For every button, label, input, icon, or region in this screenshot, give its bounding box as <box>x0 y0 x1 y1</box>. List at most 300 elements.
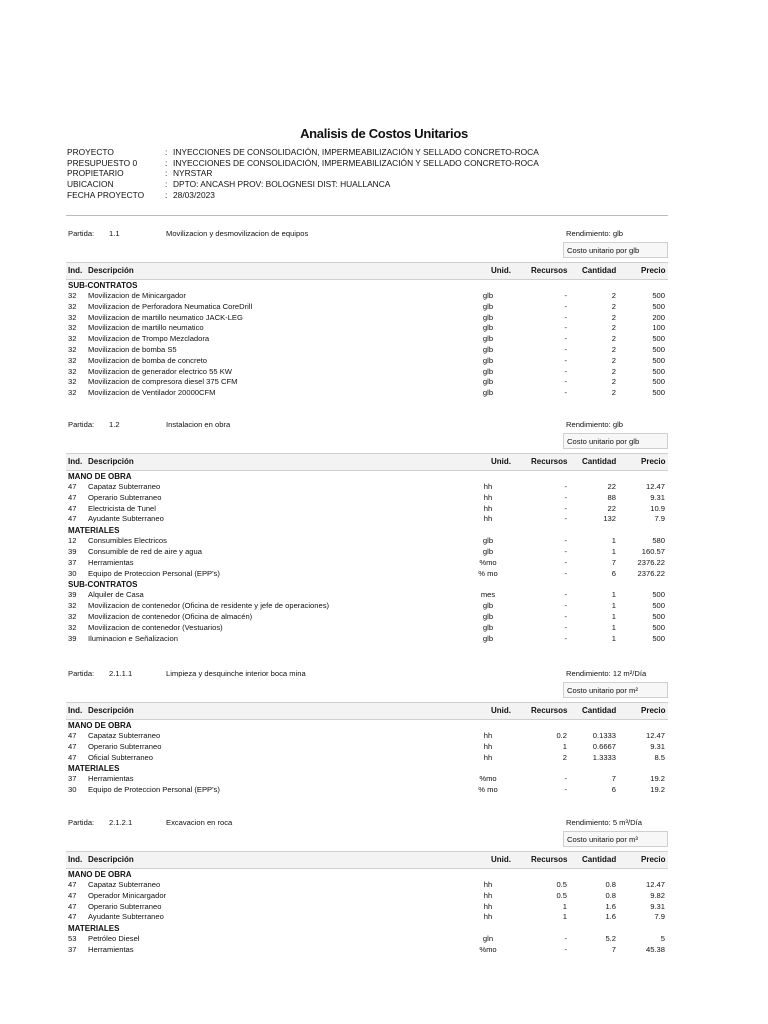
table-row <box>66 742 668 753</box>
cell-cantidad: 2 <box>611 334 616 344</box>
cell-recursos: - <box>564 355 567 365</box>
cell-recursos: - <box>564 601 567 611</box>
partida-number: 1.2 <box>109 420 120 429</box>
cell-precio: 580 <box>652 536 665 546</box>
cell-description: Operario Subterraneo <box>88 741 162 751</box>
group-heading: SUB-CONTRATOS <box>68 580 138 590</box>
partida-label: Partida: <box>68 420 95 429</box>
table-row <box>66 934 668 945</box>
cell-unid: glb <box>482 546 494 556</box>
project-metadata <box>67 147 539 201</box>
cell-ind: 47 <box>68 880 77 889</box>
cell-precio: 10.9 <box>650 503 665 513</box>
cell-recursos: - <box>564 366 567 376</box>
meta-value: INYECCIONES DE CONSOLIDACIÓN, IMPERMEABILIZACIÓN Y SELLADO CONCRETO-ROCA <box>173 157 539 168</box>
table-header <box>66 453 668 471</box>
cell-ind: 32 <box>68 377 77 387</box>
table-row <box>66 753 668 764</box>
cell-precio: 45.38 <box>645 944 665 954</box>
cell-recursos: - <box>564 301 567 311</box>
cell-ind: 37 <box>68 774 77 784</box>
cell-precio: 500 <box>652 366 665 376</box>
cell-cantidad: 1 <box>611 546 616 556</box>
table-row <box>66 880 668 891</box>
cell-description: Movilizacion de Perforadora Neumatica CoreDrill <box>88 301 253 311</box>
partida-section <box>66 412 668 644</box>
cell-description: Consumible de red de aire y agua <box>88 546 202 556</box>
column-unid: Unid. <box>491 266 511 275</box>
cell-precio: 19.2 <box>650 785 665 795</box>
group-heading: MANO DE OBRA <box>68 472 132 481</box>
unit-cost-box: Costo unitario por glb <box>563 242 668 258</box>
cell-recursos: 1 <box>562 741 567 751</box>
cell-ind: 32 <box>68 601 77 611</box>
cell-precio: 500 <box>652 622 665 632</box>
cell-cantidad: 1 <box>611 611 616 621</box>
meta-colon: : <box>165 147 168 157</box>
cell-cantidad: 22 <box>607 482 616 491</box>
group-heading: MATERIALES <box>68 924 120 934</box>
cell-precio: 500 <box>652 633 665 643</box>
cell-unid: %mo <box>479 774 497 784</box>
partida-description: Instalacion en obra <box>166 420 231 429</box>
table-row <box>66 590 668 601</box>
meta-row <box>67 179 539 190</box>
table-header <box>66 702 668 720</box>
column-precio: Precio <box>641 855 666 864</box>
cell-cantidad: 6 <box>611 785 616 795</box>
cell-unid: glb <box>482 622 494 632</box>
cell-unid: % mo <box>478 785 498 795</box>
cell-recursos: 0.2 <box>556 731 567 740</box>
cell-recursos: - <box>564 492 567 502</box>
cell-ind: 32 <box>68 366 77 376</box>
meta-colon: : <box>165 168 168 179</box>
table-row <box>66 785 668 796</box>
cell-cantidad: 0.8 <box>605 880 616 889</box>
cell-description: Movilizacion de generador electrico 55 KW <box>88 366 232 376</box>
cell-precio: 500 <box>652 611 665 621</box>
cell-recursos: - <box>564 934 567 944</box>
table-row <box>66 334 668 345</box>
cell-description: Electricista de Tunel <box>88 503 156 513</box>
cell-recursos: 0.5 <box>556 890 567 900</box>
partida-label: Partida: <box>68 229 95 238</box>
cell-unid: glb <box>482 388 494 398</box>
cell-unid: hh <box>483 492 493 502</box>
table-row <box>66 945 668 956</box>
cell-ind: 39 <box>68 546 77 556</box>
cell-description: Movilizacion de martillo neumatico JACK-LEG <box>88 312 243 322</box>
cell-cantidad: 1.3333 <box>592 752 616 762</box>
cell-precio: 8.5 <box>654 752 665 762</box>
cell-description: Movilizacion de Trompo Mezcladora <box>88 334 210 344</box>
cell-precio: 500 <box>652 301 665 311</box>
cell-recursos: - <box>564 568 567 578</box>
cell-precio: 500 <box>652 344 665 354</box>
cell-unid: hh <box>483 514 493 524</box>
cell-ind: 47 <box>68 741 77 751</box>
cell-ind: 32 <box>68 301 77 311</box>
meta-row <box>67 190 539 201</box>
cell-ind: 47 <box>68 514 77 524</box>
cell-recursos: - <box>564 633 567 643</box>
table-row <box>66 634 668 645</box>
partida-header <box>66 661 668 679</box>
cell-ind: 32 <box>68 312 77 322</box>
rendimiento: Rendimiento: 12 m²/Día <box>566 669 647 678</box>
cell-precio: 500 <box>652 334 665 344</box>
group-heading: MANO DE OBRA <box>68 870 132 879</box>
table-row <box>66 493 668 504</box>
cell-ind: 37 <box>68 944 77 954</box>
cell-precio: 200 <box>652 312 665 322</box>
cell-precio: 500 <box>652 590 665 600</box>
group-heading: MATERIALES <box>68 526 120 536</box>
meta-value: 28/03/2023 <box>173 189 215 200</box>
cell-precio: 12.47 <box>645 880 665 889</box>
cell-unid: glb <box>482 334 494 344</box>
column-description: Descripción <box>88 855 134 864</box>
cell-unid: glb <box>482 377 494 387</box>
cell-unid: % mo <box>478 568 498 578</box>
cell-description: Capataz Subterraneo <box>88 880 161 889</box>
cell-cantidad: 2 <box>611 291 616 300</box>
table-row <box>66 912 668 923</box>
column-cantidad: Cantidad <box>582 706 617 715</box>
page-title: Analisis de Costos Unitarios <box>300 126 468 141</box>
cell-precio: 500 <box>652 601 665 611</box>
partida-number: 1.1 <box>109 229 120 238</box>
meta-label: FECHA PROYECTO <box>67 189 145 200</box>
column-unid: Unid. <box>491 706 511 715</box>
cell-description: Capataz Subterraneo <box>88 482 161 491</box>
cell-unid: hh <box>483 901 493 911</box>
cell-recursos: - <box>564 590 567 600</box>
group-heading: MATERIALES <box>68 764 120 774</box>
partida-description: Limpieza y desquinche interior boca mina <box>166 669 306 678</box>
cell-unid: %mo <box>479 944 497 954</box>
table-header <box>66 262 668 280</box>
cell-description: Capataz Subterraneo <box>88 731 161 740</box>
partida-number: 2.1.1.1 <box>109 669 133 678</box>
column-cantidad: Cantidad <box>582 266 617 275</box>
cell-precio: 7.9 <box>654 514 665 524</box>
table-row <box>66 547 668 558</box>
cell-cantidad: 2 <box>611 323 616 333</box>
cell-recursos: - <box>564 622 567 632</box>
meta-row <box>67 147 539 158</box>
cell-cantidad: 1.6 <box>605 901 616 911</box>
cell-unid: glb <box>482 611 494 621</box>
table-row <box>66 731 668 742</box>
unit-cost-box: Costo unitario por m³ <box>563 831 668 847</box>
column-recursos: Recursos <box>531 855 568 864</box>
cell-ind: 47 <box>68 492 77 502</box>
cell-unid: hh <box>483 912 493 922</box>
cell-recursos: - <box>564 334 567 344</box>
cell-description: Operario Subterraneo <box>88 492 162 502</box>
column-recursos: Recursos <box>531 706 568 715</box>
cell-cantidad: 1.6 <box>605 912 616 922</box>
rendimiento: Rendimiento: glb <box>566 420 623 429</box>
cell-description: Herramientas <box>88 557 134 567</box>
cell-ind: 32 <box>68 611 77 621</box>
cell-description: Movilizacion de contenedor (Oficina de residente y jefe de operaciones) <box>88 601 330 611</box>
partida-section <box>66 661 668 796</box>
cell-cantidad: 2 <box>611 301 616 311</box>
cell-recursos: - <box>564 503 567 513</box>
column-ind: Ind. <box>68 706 83 715</box>
cell-description: Ayudante Subterraneo <box>88 912 164 922</box>
cell-ind: 47 <box>68 731 77 740</box>
column-cantidad: Cantidad <box>582 855 617 864</box>
cell-description: Equipo de Proteccion Personal (EPP's) <box>88 785 220 795</box>
cost-row <box>66 828 668 847</box>
cell-recursos: - <box>564 785 567 795</box>
cell-ind: 32 <box>68 323 77 333</box>
cell-unid: glb <box>482 301 494 311</box>
table-row <box>66 345 668 356</box>
cell-description: Movilizacion de bomba de concreto <box>88 355 208 365</box>
column-description: Descripción <box>88 457 134 466</box>
partida-section <box>66 810 668 956</box>
cell-recursos: 1 <box>562 901 567 911</box>
cell-ind: 32 <box>68 334 77 344</box>
cell-cantidad: 2 <box>611 388 616 398</box>
partida-header <box>66 221 668 239</box>
cell-recursos: 2 <box>562 752 567 762</box>
cell-unid: glb <box>482 312 494 322</box>
partida-description: Movilizacion y desmovilizacion de equipos <box>166 229 309 238</box>
cell-unid: glb <box>482 355 494 365</box>
cell-cantidad: 2 <box>611 312 616 322</box>
cell-ind: 47 <box>68 752 77 762</box>
meta-row <box>67 168 539 179</box>
column-recursos: Recursos <box>531 266 568 275</box>
cell-description: Equipo de Proteccion Personal (EPP's) <box>88 568 220 578</box>
cell-recursos: 1 <box>562 912 567 922</box>
column-description: Descripción <box>88 706 134 715</box>
column-precio: Precio <box>641 706 666 715</box>
table-row <box>66 601 668 612</box>
table-row <box>66 323 668 334</box>
partida-label: Partida: <box>68 669 95 678</box>
cell-cantidad: 7 <box>611 557 616 567</box>
cell-cantidad: 0.1333 <box>592 731 616 740</box>
table-row <box>66 291 668 302</box>
cell-unid: gln <box>482 934 494 944</box>
cell-precio: 160.57 <box>641 546 665 556</box>
cell-cantidad: 1 <box>611 633 616 643</box>
rendimiento: Rendimiento: 5 m³/Día <box>566 818 642 827</box>
meta-value: DPTO: ANCASH PROV: BOLOGNESI DIST: HUALLANCA <box>173 179 391 190</box>
cell-precio: 2376.22 <box>637 568 665 578</box>
group-heading: MANO DE OBRA <box>68 721 132 730</box>
cell-cantidad: 2 <box>611 344 616 354</box>
meta-label: PROYECTO <box>67 147 114 157</box>
cell-recursos: - <box>564 611 567 621</box>
cell-ind: 37 <box>68 557 77 567</box>
column-precio: Precio <box>641 266 666 275</box>
cell-recursos: - <box>564 482 567 491</box>
cell-description: Herramientas <box>88 944 134 954</box>
cell-cantidad: 1 <box>611 536 616 546</box>
cell-unid: hh <box>483 482 493 491</box>
cell-cantidad: 6 <box>611 568 616 578</box>
cell-cantidad: 2 <box>611 355 616 365</box>
cell-description: Movilizacion de contenedor (Vestuarios) <box>88 622 223 632</box>
table-row <box>66 536 668 547</box>
column-description: Descripción <box>88 266 134 275</box>
cell-recursos: - <box>564 388 567 398</box>
cell-unid: hh <box>483 503 493 513</box>
cell-precio: 9.31 <box>650 492 665 502</box>
cell-description: Ayudante Subterraneo <box>88 514 164 524</box>
column-unid: Unid. <box>491 457 511 466</box>
cell-recursos: - <box>564 312 567 322</box>
cell-description: Movilizacion de martillo neumatico <box>88 323 204 333</box>
cell-recursos: - <box>564 557 567 567</box>
cell-unid: glb <box>482 344 494 354</box>
table-row <box>66 356 668 367</box>
cell-unid: glb <box>482 601 494 611</box>
cell-precio: 9.82 <box>650 890 665 900</box>
cell-ind: 53 <box>68 934 77 944</box>
table-row <box>66 367 668 378</box>
cell-description: Operario Subterraneo <box>88 901 162 911</box>
column-unid: Unid. <box>491 855 511 864</box>
cell-ind: 47 <box>68 912 77 922</box>
cell-ind: 12 <box>68 536 77 546</box>
divider <box>66 215 668 216</box>
cell-unid: mes <box>480 590 496 600</box>
cell-description: Movilizacion de bomba S5 <box>88 344 177 354</box>
table-row <box>66 514 668 525</box>
table-row <box>66 482 668 493</box>
cell-precio: 500 <box>652 355 665 365</box>
cell-unid: hh <box>483 731 493 740</box>
cell-cantidad: 0.6667 <box>592 741 616 751</box>
cell-recursos: - <box>564 323 567 333</box>
cell-description: Oficial Subterraneo <box>88 752 154 762</box>
cell-recursos: - <box>564 944 567 954</box>
table-row <box>66 388 668 399</box>
cell-unid: hh <box>483 741 493 751</box>
meta-label: UBICACION <box>67 179 114 190</box>
table-row <box>66 504 668 515</box>
cell-precio: 19.2 <box>650 774 665 784</box>
cell-ind: 32 <box>68 388 77 398</box>
partida-label: Partida: <box>68 818 95 827</box>
cell-description: Movilizacion de contenedor (Oficina de almacén) <box>88 611 253 621</box>
cell-cantidad: 88 <box>607 492 616 502</box>
cell-precio: 12.47 <box>645 731 665 740</box>
cell-precio: 5 <box>660 934 665 944</box>
cell-recursos: - <box>564 514 567 524</box>
cell-cantidad: 7 <box>611 774 616 784</box>
cell-recursos: - <box>564 546 567 556</box>
cell-cantidad: 0.8 <box>605 890 616 900</box>
meta-label: PROPIETARIO <box>67 168 124 179</box>
cell-precio: 2376.22 <box>637 557 665 567</box>
cell-description: Herramientas <box>88 774 134 784</box>
column-cantidad: Cantidad <box>582 457 617 466</box>
column-ind: Ind. <box>68 457 83 466</box>
table-row <box>66 623 668 634</box>
table-row <box>66 612 668 623</box>
cell-unid: glb <box>482 536 494 546</box>
cell-description: Iluminacion e Señalizacion <box>88 633 178 643</box>
partida-header <box>66 412 668 430</box>
table-row <box>66 558 668 569</box>
partida-header <box>66 810 668 828</box>
cell-ind: 47 <box>68 482 77 491</box>
group-heading: SUB-CONTRATOS <box>68 281 138 290</box>
meta-value: NYRSTAR <box>173 168 213 179</box>
table-row <box>66 902 668 913</box>
cost-row <box>66 239 668 258</box>
cell-description: Movilizacion de compresora diesel 375 CFM <box>88 377 238 387</box>
cell-unid: hh <box>483 752 493 762</box>
cell-precio: 500 <box>652 377 665 387</box>
cell-unid: %mo <box>479 557 497 567</box>
cell-ind: 30 <box>68 785 77 795</box>
meta-value: INYECCIONES DE CONSOLIDACIÓN, IMPERMEABILIZACIÓN Y SELLADO CONCRETO-ROCA <box>173 147 539 157</box>
table-row <box>66 569 668 580</box>
cell-description: Consumibles Electricos <box>88 536 167 546</box>
cell-description: Petróleo Diesel <box>88 934 140 944</box>
meta-colon: : <box>165 157 168 168</box>
table-row <box>66 774 668 785</box>
meta-colon: : <box>165 179 168 190</box>
column-recursos: Recursos <box>531 457 568 466</box>
cell-ind: 32 <box>68 622 77 632</box>
meta-row <box>67 158 539 169</box>
cell-ind: 32 <box>68 355 77 365</box>
cell-ind: 32 <box>68 291 77 300</box>
cell-recursos: 0.5 <box>556 880 567 889</box>
cell-ind: 47 <box>68 503 77 513</box>
cell-description: Operador Minicargador <box>88 890 167 900</box>
cell-cantidad: 5.2 <box>605 934 616 944</box>
cell-cantidad: 1 <box>611 622 616 632</box>
cell-ind: 32 <box>68 344 77 354</box>
cell-recursos: - <box>564 774 567 784</box>
cell-description: Alquiler de Casa <box>88 590 144 600</box>
table-row <box>66 891 668 902</box>
column-ind: Ind. <box>68 855 83 864</box>
cell-cantidad: 132 <box>603 514 616 524</box>
cell-cantidad: 22 <box>607 503 616 513</box>
cell-cantidad: 2 <box>611 366 616 376</box>
cell-cantidad: 1 <box>611 601 616 611</box>
cell-unid: glb <box>482 291 494 300</box>
cell-cantidad: 1 <box>611 590 616 600</box>
table-row <box>66 302 668 313</box>
rendimiento: Rendimiento: glb <box>566 229 623 238</box>
cell-ind: 39 <box>68 633 77 643</box>
cell-unid: glb <box>482 323 494 333</box>
cost-row <box>66 430 668 449</box>
cell-precio: 100 <box>652 323 665 333</box>
column-ind: Ind. <box>68 266 83 275</box>
cost-row <box>66 679 668 698</box>
cell-recursos: - <box>564 377 567 387</box>
cell-precio: 500 <box>652 388 665 398</box>
meta-colon: : <box>165 189 168 200</box>
cell-cantidad: 2 <box>611 377 616 387</box>
